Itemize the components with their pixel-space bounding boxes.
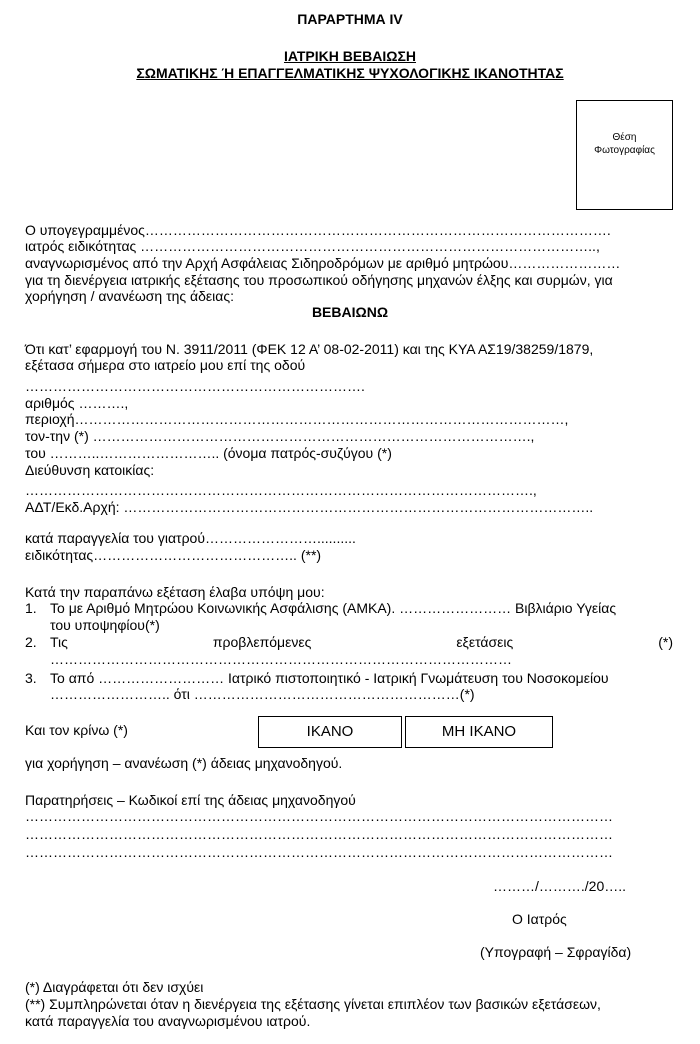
photo-label-line2: Φωτογραφίας	[594, 145, 655, 156]
registry-line: αναγνωρισμένος από την Αρχή Ασφάλειας Σιδηροδρόμων με αριθμό μητρώου……………………	[25, 255, 621, 271]
document-subtitle: ΣΩΜΑΤΙΚΗΣ Ή ΕΠΑΓΓΕΛΜΑΤΙΚΗΣ ΨΥΧΟΛΟΓΙΚΗΣ ΙΚΑΝΟΤΗΤΑΣ	[136, 65, 564, 81]
document-title: ΙΑΤΡΙΚΗ ΒΕΒΑΙΩΣΗ	[283, 48, 417, 64]
number-line: αριθμός ……….,	[25, 395, 129, 411]
unfit-box[interactable]: ΜΗ ΙΚΑΝΟ	[405, 716, 553, 748]
license-purpose-line: για χορήγηση – ανανέωση (*) άδειας μηχανοδηγού.	[25, 755, 343, 771]
date-line: ………/………./20…..	[493, 878, 627, 894]
signature-label: (Υπογραφή – Σφραγίδα)	[480, 944, 632, 960]
father-name-line: του ………..…………………….. (όνομα πατρός-συζύγου (*)	[25, 445, 392, 461]
fit-box[interactable]: ΙΚΑΝΟ	[258, 716, 402, 748]
purpose-line-2: χορήγηση / ανανέωση της άδειας:	[25, 288, 234, 304]
remarks-line-1: ………………………………………………………………………………………………………………	[25, 808, 613, 824]
ordering-doctor-line: κατά παραγγελία του γιατρού……………………..........	[25, 530, 356, 546]
item-2-text-2: ………………………………………………………………………………………	[50, 651, 512, 667]
remarks-label: Παρατηρήσεις – Κωδικοί επί της άδειας μηχανοδηγού	[25, 792, 356, 808]
doctor-label: Ο Ιατρός	[512, 911, 567, 927]
item-2-word-4: (*)	[658, 634, 673, 650]
remarks-line-2: ………………………………………………………………………………………………………………	[25, 826, 613, 842]
footnote-1: (*) Διαγράφεται ότι δεν ισχύει	[25, 979, 204, 995]
purpose-line: για τη διενέργεια ιατρικής εξέτασης του προσωπικού οδήγησης μηχανών έλξης και συρμών, για	[25, 272, 613, 288]
id-card-line: ΑΔΤ/Εκδ.Αρχή: ………………………………………………………………………………………..	[25, 499, 594, 515]
candidate-name-line: τον-την (*) ………………………………………………………………………………….,	[25, 428, 535, 444]
street-line: ……………………………………………………………….	[25, 378, 365, 394]
item-2-word-2: προβλεπόμενες	[212, 634, 312, 650]
photo-label	[577, 131, 672, 157]
certify-heading: ΒΕΒΑΙΩΝΩ	[311, 304, 389, 320]
photo-placeholder	[576, 100, 673, 210]
exam-intro: Κατά την παραπάνω εξέταση έλαβα υπόψη μου:	[25, 584, 325, 600]
footnote-2-cont: κατά παραγγελία του αναγνωρισμένου ιατρού.	[25, 1013, 311, 1029]
item-2-text	[50, 634, 673, 650]
remarks-line-3: ………………………………………………………………………………………………………………	[25, 844, 613, 860]
photo-label-line1: Θέση	[612, 132, 637, 143]
residence-label: Διεύθυνση κατοικίας:	[25, 462, 155, 478]
annex-title: ΠΑΡΑΡΤΗΜΑ IV	[297, 11, 403, 27]
item-2-word-1: Τις	[50, 634, 68, 650]
item-1-number: 1.	[25, 600, 37, 616]
item-3-text: Το από ……………………… Ιατρικό πιστοποιητικό - Ιατρική Γνωμάτευση του Νοσοκομείου	[50, 670, 609, 686]
footnote-2: (**) Συμπληρώνεται όταν η διενέργεια της εξέτασης γίνεται επιπλέον των βασικών εξετάσεων,	[25, 996, 601, 1012]
residence-line: ……………………………………………………………………………………………….,	[25, 482, 537, 498]
specialty-line: ιατρός ειδικότητας ……………………………………………………………………………………..,	[25, 238, 600, 254]
item-2-word-3: εξετάσεις	[456, 634, 514, 650]
item-1-text-2: του υποψηφίου(*)	[50, 617, 160, 633]
item-3-text-2: …………………….. ότι …………………………………………………(*)	[50, 686, 475, 702]
judgement-label: Και τον κρίνω (*)	[25, 722, 128, 738]
item-3-number: 3.	[25, 670, 37, 686]
exam-location-line: εξέτασα σήμερα στο ιατρείο μου επί της οδού	[25, 357, 306, 373]
signer-line: Ο υπογεγραμμένος……………………………………………………………………………………….	[25, 222, 611, 238]
item-1-text: Το με Αριθμό Μητρώου Κοινωνικής Ασφάλισης (ΑΜΚΑ). …………………… Βιβλιάριο Υγείας	[50, 600, 617, 616]
ordering-specialty-line: ειδικότητας…………………………………….. (**)	[25, 547, 322, 563]
law-reference-line: Ότι κατ’ εφαρμογή του Ν. 3911/2011 (ΦΕΚ 12 Α’ 08-02-2011) και της ΚΥΑ ΑΣ19/38259/1879,	[25, 341, 594, 357]
item-2-number: 2.	[25, 634, 37, 650]
area-line: περιοχή……………………………………………………………………………………………,	[25, 411, 569, 427]
